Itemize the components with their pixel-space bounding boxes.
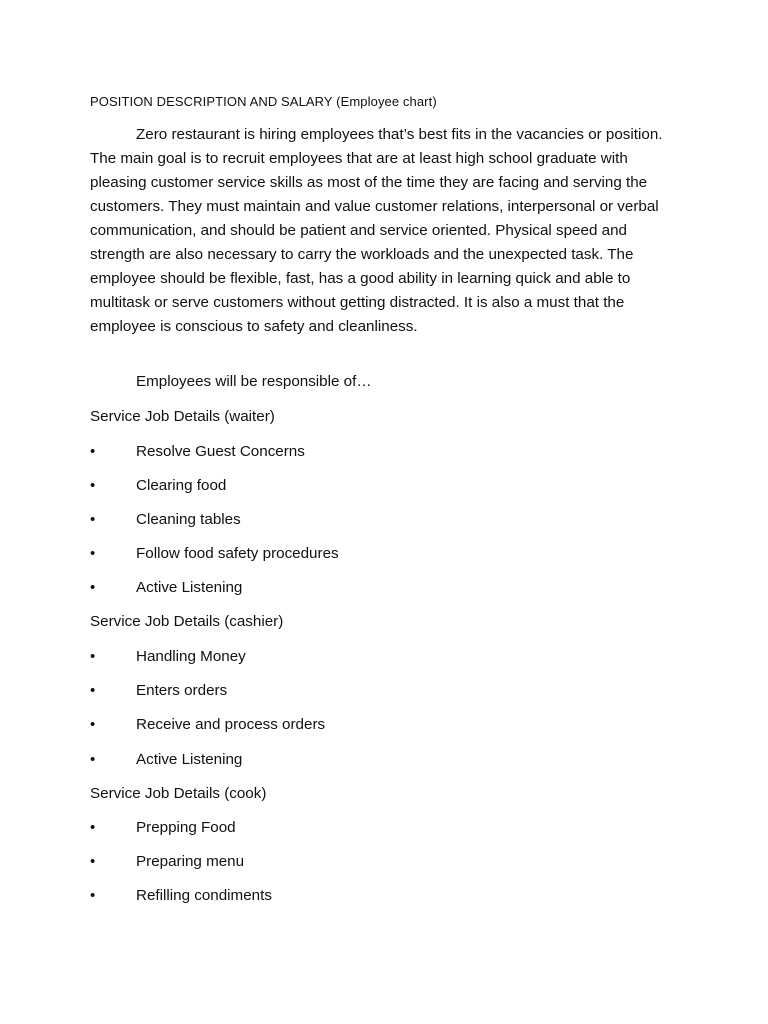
list-item-text: Refilling condiments (136, 887, 272, 904)
list-item (90, 648, 246, 665)
list-item-text: Receive and process orders (136, 716, 326, 733)
bullet-icon: • (90, 682, 96, 699)
bullet-icon: • (90, 511, 96, 528)
list-item-text: Active Listening (136, 579, 243, 596)
section-heading-waiter: Service Job Details (waiter) (90, 408, 275, 425)
bullet-icon: • (90, 648, 96, 665)
list-item (90, 477, 226, 494)
intro-paragraph (90, 123, 682, 339)
bullet-icon: • (90, 819, 96, 836)
list-item (90, 853, 244, 870)
list-item-text: Handling Money (136, 648, 246, 665)
list-item-text: Enters orders (136, 682, 228, 699)
list-item (90, 887, 272, 904)
list-item (90, 682, 227, 699)
bullet-icon: • (90, 545, 96, 562)
bullet-icon: • (90, 443, 96, 460)
list-item-text: Resolve Guest Concerns (136, 443, 305, 460)
list-item (90, 545, 339, 562)
intro-text: Zero restaurant is hiring employees that’s best fits in the vacancies or position. The main goal is to recruit employees that are at least high school graduate with pleasing customer service skills as most of the time they are facing and serving the customers. They must maintain and value customer relations, interpersonal or verbal communication, and should be patient and service oriented. Physical speed and strength are also necessary to carry the workloads and the unexpected task. The employee should be flexible, fast, has a good ability in learning quick and able to multitask or serve customers without getting distracted. It is also a must that the employee is conscious to safety and cleanliness. (90, 126, 663, 335)
section-heading-cook: Service Job Details (cook) (90, 785, 267, 802)
list-item (90, 579, 242, 596)
bullet-icon: • (90, 887, 96, 904)
responsibilities-lead: Employees will be responsible of… (136, 373, 372, 390)
list-item-text: Active Listening (136, 751, 243, 768)
section-heading-cashier: Service Job Details (cashier) (90, 613, 284, 630)
bullet-icon: • (90, 579, 96, 596)
list-item (90, 443, 305, 460)
list-item-text: Follow food safety procedures (136, 545, 339, 562)
list-item (90, 819, 236, 836)
document-title: POSITION DESCRIPTION AND SALARY (Employee chart) (90, 94, 437, 109)
bullet-icon: • (90, 477, 96, 494)
list-item-text: Prepping Food (136, 819, 236, 836)
list-item-text: Cleaning tables (136, 511, 241, 528)
bullet-icon: • (90, 853, 96, 870)
bullet-icon: • (90, 751, 96, 768)
list-item (90, 511, 241, 528)
list-item (90, 716, 325, 733)
list-item-text: Clearing food (136, 477, 227, 494)
list-item-text: Preparing menu (136, 853, 245, 870)
bullet-icon: • (90, 716, 96, 733)
list-item (90, 751, 242, 768)
